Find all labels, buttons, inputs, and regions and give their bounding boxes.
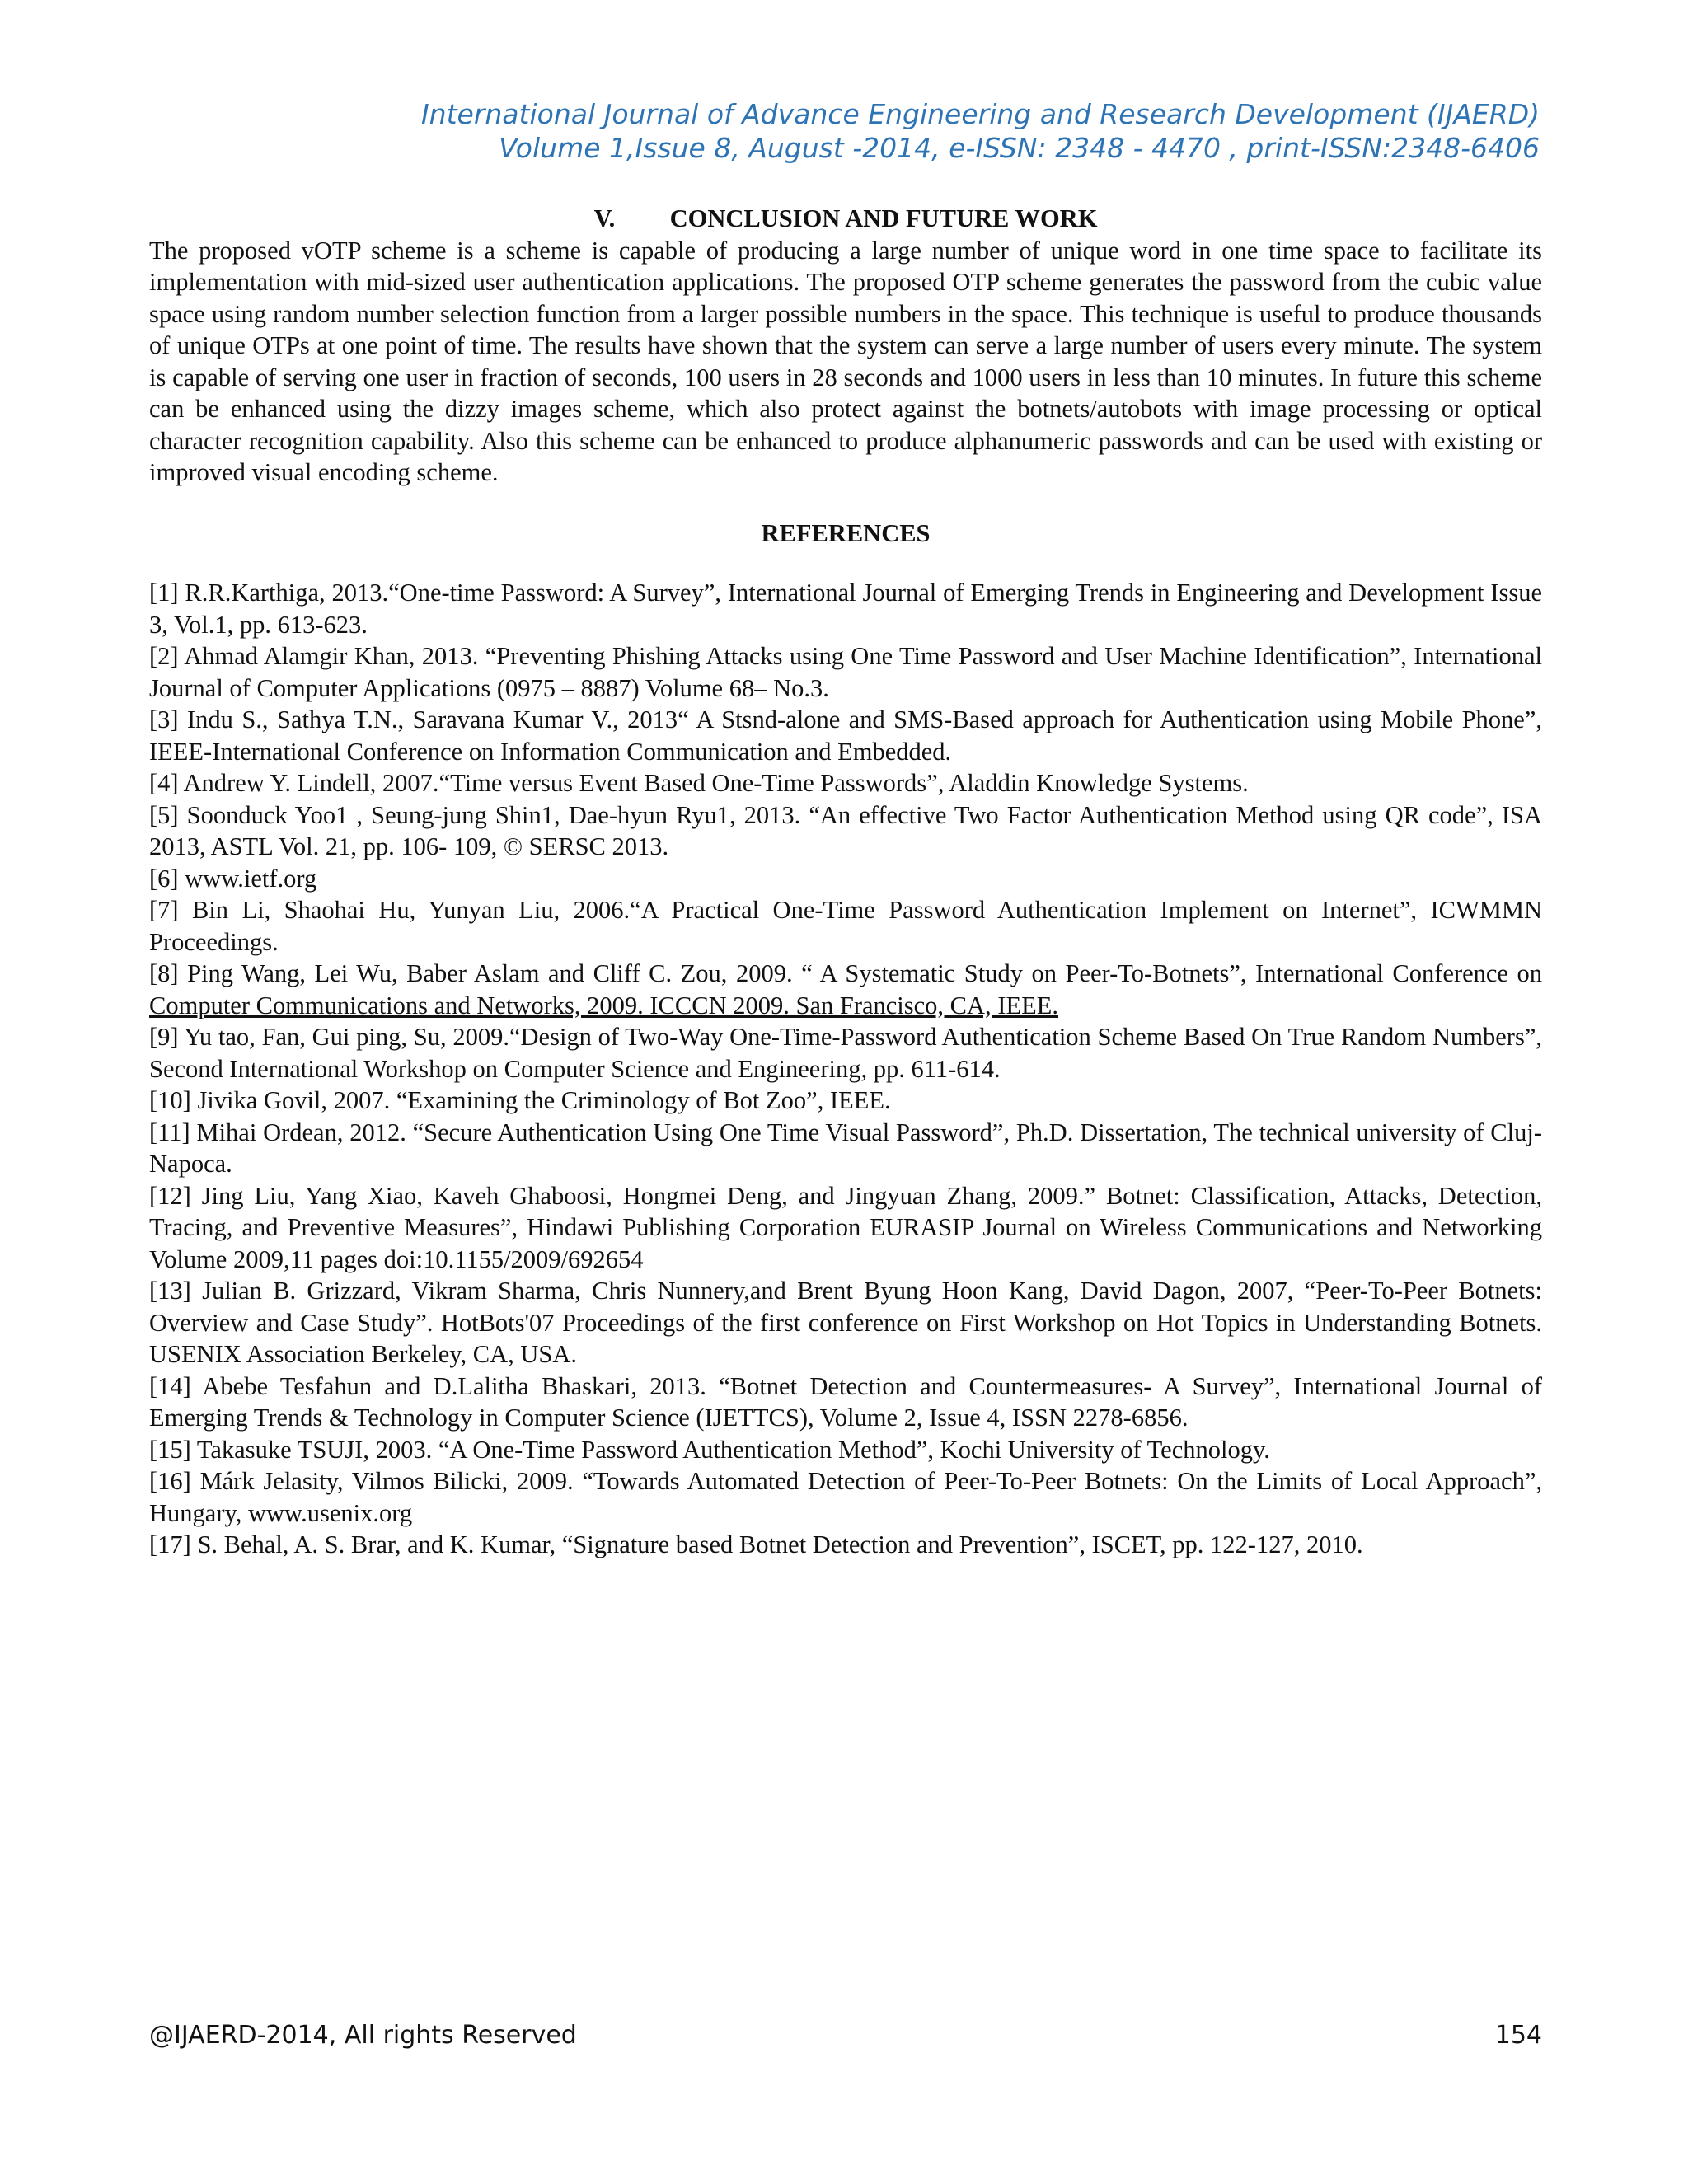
journal-volume-line: Volume 1,Issue 8, August -2014, e-ISSN: 2348 - 4470 , print-ISSN:2348-6406 (499, 132, 1540, 164)
reference-item: [13] Julian B. Grizzard, Vikram Sharma, Chris Nunnery,and Brent Byung Hoon Kang, David Dagon, 2007, “Peer-To-Peer Botnets: Overview and Case Study”. HotBots'07 Proceedings of the first conference on First Workshop on Hot Topics in Understanding Botnets. USENIX Association Berkeley, CA, USA. (149, 1277, 1542, 1368)
reference-item: [14] Abebe Tesfahun and D.Lalitha Bhaskari, 2013. “Botnet Detection and Countermeasures- A Survey”, International Journal of Emerging Trends & Technology in Computer Science (IJETTCS), Volume 2, Issue 4, ISSN 2278-6856. (149, 1371, 1542, 1432)
section-title: CONCLUSION AND FUTURE WORK (669, 204, 1098, 232)
reference-item: [5] Soonduck Yoo1 , Seung-jung Shin1, Dae-hyun Ryu1, 2013. “An effective Two Factor Authentication Method using QR code”, ISA 2013, ASTL Vol. 21, pp. 106- 109, © SERSC 2013. (149, 800, 1542, 860)
reference-8-link[interactable]: Computer Communications and Networks, 2009. ICCCN 2009. San Francisco, CA, IEEE. (149, 991, 1058, 1019)
conclusion-paragraph: The proposed vOTP scheme is a scheme is capable of producing a large number of unique word in one time space to facilitate its implementation with mid-sized user authentication applications. The proposed OTP scheme generates the password from the cubic value space using random number selection function from a larger possible numbers in the space. This technique is useful to produce thousands of unique OTPs at one point of time. The results have shown that the system can serve a large number of users every minute. The system is capable of serving one user in fraction of seconds, 100 users in 28 seconds and 1000 users in less than 10 minutes. In future this scheme can be enhanced using the dizzy images scheme, which also protect against the botnets/autobots with image processing or optical character recognition capability. Also this scheme can be enhanced to produce alphanumeric passwords and can be used with existing or improved visual encoding scheme. (149, 236, 1542, 486)
copyright-notice: @IJAERD-2014, All rights Reserved (149, 2021, 577, 2050)
journal-header (421, 97, 1540, 165)
reference-8-text: [8] Ping Wang, Lei Wu, Baber Aslam and Cliff C. Zou, 2009. “ A Systematic Study on Peer-To-Botnets”, International Conference on (149, 959, 1542, 987)
references-heading: REFERENCES (761, 518, 931, 547)
reference-item: [2] Ahmad Alamgir Khan, 2013. “Preventing Phishing Attacks using One Time Password and User Machine Identification”, International Journal of Computer Applications (0975 – 8887) Volume 68– No.3. (149, 642, 1542, 702)
main-content (149, 203, 1542, 1561)
reference-item: [3] Indu S., Sathya T.N., Saravana Kumar V., 2013“ A Stsnd-alone and SMS-Based approach for Authentication using Mobile Phone”, IEEE-International Conference on Information Communication and Embedded. (149, 705, 1542, 766)
reference-item: [4] Andrew Y. Lindell, 2007.“Time versus Event Based One-Time Passwords”, Aladdin Knowledge Systems. (149, 769, 1249, 797)
reference-item: [17] S. Behal, A. S. Brar, and K. Kumar, “Signature based Botnet Detection and Prevention”, ISCET, pp. 122-127, 2010. (149, 1530, 1363, 1558)
reference-item: [6] www.ietf.org (149, 864, 317, 893)
reference-item-8 (149, 958, 1542, 1021)
conclusion-heading (149, 203, 1542, 235)
reference-item: [12] Jing Liu, Yang Xiao, Kaveh Ghaboosi, Hongmei Deng, and Jingyuan Zhang, 2009.” Botnet: Classification, Attacks, Detection, Tracing, and Preventive Measures”, Hindawi Publishing Corporation EURASIP Journal on Wireless Communications and Networking Volume 2009,11 pages doi:10.1155/2009/692654 (149, 1181, 1542, 1273)
reference-item: [1] R.R.Karthiga, 2013.“One-time Password: A Survey”, International Journal of Emerging Trends in Engineering and Development Issue 3, Vol.1, pp. 613-623. (149, 579, 1542, 639)
references-list (149, 577, 1542, 1561)
page-footer (149, 2021, 1542, 2050)
reference-item: [11] Mihai Ordean, 2012. “Secure Authentication Using One Time Visual Password”, Ph.D. Dissertation, The technical university of Cluj-Napoca. (149, 1118, 1542, 1178)
reference-item: [9] Yu tao, Fan, Gui ping, Su, 2009.“Design of Two-Way One-Time-Password Authentication Scheme Based On True Random Numbers”, Second International Workshop on Computer Science and Engineering, pp. 611-614. (149, 1023, 1542, 1083)
reference-item: [15] Takasuke TSUJI, 2003. “A One-Time Password Authentication Method”, Kochi University of Technology. (149, 1435, 1270, 1464)
reference-item: [10] Jivika Govil, 2007. “Examining the Criminology of Bot Zoo”, IEEE. (149, 1086, 891, 1114)
page-number: 154 (1494, 2021, 1542, 2050)
section-number: V. (593, 204, 616, 232)
reference-item: [7] Bin Li, Shaohai Hu, Yunyan Liu, 2006.“A Practical One-Time Password Authentication Implement on Internet”, ICWMMN Proceedings. (149, 896, 1542, 956)
journal-title-line: International Journal of Advance Engineering and Research Development (IJAERD) (420, 98, 1540, 130)
reference-item: [16] Márk Jelasity, Vilmos Bilicki, 2009. “Towards Automated Detection of Peer-To-Peer Botnets: On the Limits of Local Approach”, Hungary, www.usenix.org (149, 1467, 1542, 1527)
